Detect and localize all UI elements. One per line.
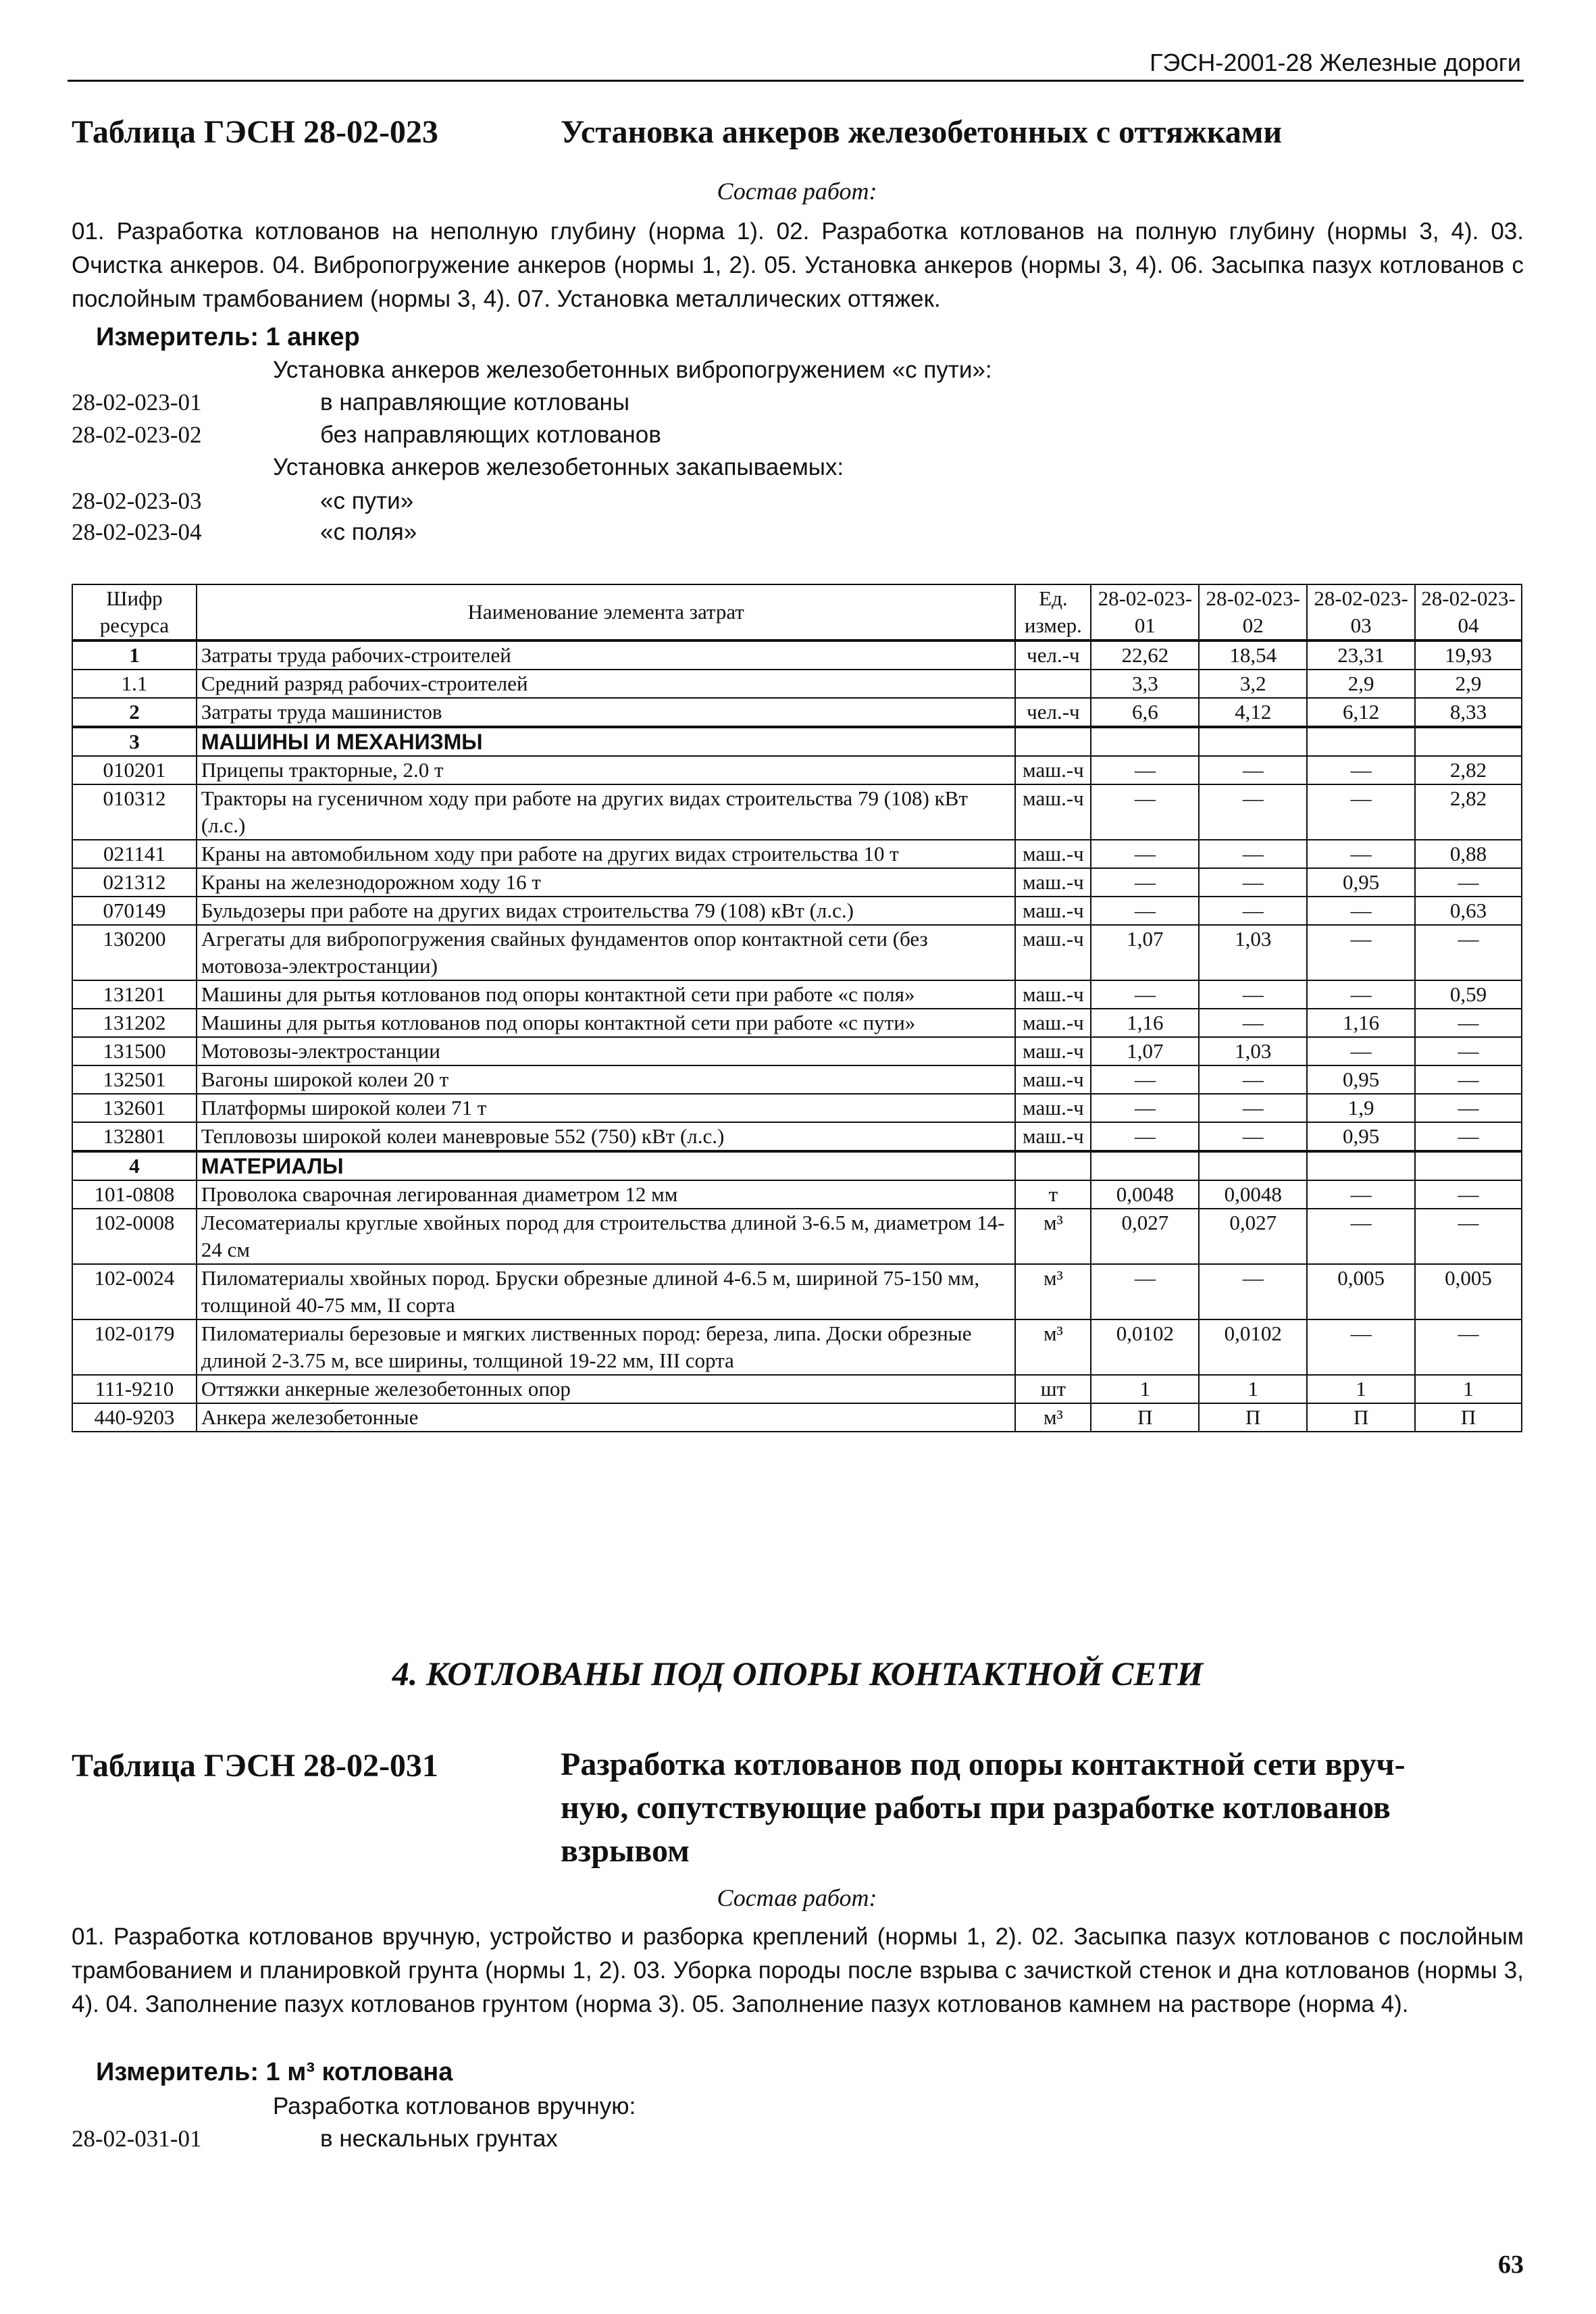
table-section-row [72, 1151, 1522, 1180]
value-cell: П [1307, 1403, 1415, 1432]
value-cell: — [1199, 1094, 1307, 1122]
resource-name-cell: Прицепы тракторные, 2.0 т [197, 756, 1016, 784]
norm-code: 28-02-023-01 [72, 389, 202, 416]
resource-name-cell: Платформы широкой колеи 71 т [197, 1094, 1016, 1122]
unit-cell: чел.-ч [1015, 640, 1091, 670]
unit-cell: м³ [1015, 1209, 1091, 1264]
value-cell: 1 [1199, 1375, 1307, 1403]
measure-unit: Измеритель: 1 м³ котлована [96, 2058, 453, 2086]
value-cell: — [1199, 1122, 1307, 1151]
value-cell: 0,88 [1415, 840, 1522, 868]
composition-text: 01. Разработка котлованов вручную, устройство и разборка креплений (нормы 1, 2). 02. Засыпка пазух котлованов с послойным трамбованием и планировкой грунта (нормы 1, 2). 03. Уборка породы после взрыва с зачисткой стенок и дна котлованов (нормы 3, 4). 04. Заполнение пазух котлованов грунтом (норма 3). 05. Заполнение пазух котлованов камнем на растворе (норма 4). [72, 1923, 1524, 2017]
value-cell [1091, 1151, 1199, 1180]
resource-code-cell: 101-0808 [72, 1180, 197, 1209]
value-cell: — [1091, 784, 1199, 840]
value-cell: 18,54 [1199, 640, 1307, 670]
table-row [72, 897, 1522, 925]
resource-name-cell: МАТЕРИАЛЫ [197, 1151, 1016, 1180]
value-cell: П [1415, 1403, 1522, 1432]
value-cell: 6,12 [1307, 698, 1415, 727]
table-row [72, 1209, 1522, 1264]
table-row [72, 1264, 1522, 1319]
table-row [72, 868, 1522, 897]
value-cell: 1,9 [1307, 1094, 1415, 1122]
value-cell: 0,0048 [1091, 1180, 1199, 1209]
table-row [72, 980, 1522, 1009]
value-cell: — [1415, 1319, 1522, 1375]
value-cell: 1,16 [1307, 1009, 1415, 1037]
header-code: Шифр ресурса [72, 584, 197, 640]
unit-cell: чел.-ч [1015, 698, 1091, 727]
value-cell: 0,0048 [1199, 1180, 1307, 1209]
unit-cell [1015, 670, 1091, 698]
value-cell [1199, 727, 1307, 756]
value-cell: — [1091, 840, 1199, 868]
table-row [72, 925, 1522, 980]
value-cell [1415, 727, 1522, 756]
header-name: Наименование элемента затрат [197, 584, 1016, 640]
value-cell: 2,9 [1415, 670, 1522, 698]
value-cell: — [1307, 897, 1415, 925]
unit-cell: маш.-ч [1015, 1009, 1091, 1037]
unit-cell: маш.-ч [1015, 1094, 1091, 1122]
value-cell: — [1415, 868, 1522, 897]
value-cell: — [1415, 925, 1522, 980]
resource-code-cell: 1.1 [72, 670, 197, 698]
value-cell: — [1307, 1319, 1415, 1375]
table-body [72, 640, 1522, 1432]
norm-text: в нескальных грунтах [320, 2126, 558, 2152]
resource-name-cell: Краны на железнодорожном ходу 16 т [197, 868, 1016, 897]
resource-table [72, 584, 1522, 1432]
resource-name-cell: Лесоматериалы круглые хвойных пород для строительства длиной 3-6.5 м, диаметром 14-24 см [197, 1209, 1016, 1264]
norm-group-heading: Установка анкеров железобетонных вибропогружением «с пути»: [273, 357, 992, 383]
unit-cell: маш.-ч [1015, 1037, 1091, 1065]
value-cell: — [1199, 897, 1307, 925]
value-cell: — [1307, 1180, 1415, 1209]
value-cell: — [1199, 980, 1307, 1009]
unit-cell: шт [1015, 1375, 1091, 1403]
table-label: Таблица ГЭСН 28-02-023 [72, 114, 438, 150]
value-cell: — [1199, 784, 1307, 840]
header-norm-col: 28-02-023-03 [1307, 584, 1415, 640]
resource-code-cell: 111-9210 [72, 1375, 197, 1403]
resource-name-cell: Анкера железобетонные [197, 1403, 1016, 1432]
table-row [72, 670, 1522, 698]
page-number: 63 [1498, 2250, 1524, 2279]
value-cell: — [1415, 1180, 1522, 1209]
value-cell: 2,82 [1415, 756, 1522, 784]
resource-code-cell: 131201 [72, 980, 197, 1009]
value-cell: — [1091, 1094, 1199, 1122]
value-cell: — [1199, 1009, 1307, 1037]
resource-name-cell: Проволока сварочная легированная диаметром 12 мм [197, 1180, 1016, 1209]
table-row [72, 756, 1522, 784]
unit-cell: маш.-ч [1015, 868, 1091, 897]
table-section-row [72, 727, 1522, 756]
resource-code-cell: 131202 [72, 1009, 197, 1037]
value-cell: — [1091, 868, 1199, 897]
value-cell: — [1307, 925, 1415, 980]
value-cell: 1,07 [1091, 925, 1199, 980]
resource-name-cell: Средний разряд рабочих-строителей [197, 670, 1016, 698]
value-cell: 0,95 [1307, 1122, 1415, 1151]
resource-code-cell: 102-0179 [72, 1319, 197, 1375]
value-cell: — [1307, 1037, 1415, 1065]
section-title: 4. КОТЛОВАНЫ ПОД ОПОРЫ КОНТАКТНОЙ СЕТИ [392, 1655, 1204, 1692]
value-cell: — [1091, 1065, 1199, 1094]
value-cell: 3,3 [1091, 670, 1199, 698]
value-cell: — [1307, 840, 1415, 868]
value-cell: — [1199, 840, 1307, 868]
resource-name-cell: Пиломатериалы березовые и мягких лиственных пород: береза, липа. Доски обрезные длиной 2-3.75 м, все ширины, толщиной 19-22 мм, III сорта [197, 1319, 1016, 1375]
unit-cell: м³ [1015, 1319, 1091, 1375]
norm-group-heading: Установка анкеров железобетонных закапываемых: [273, 454, 844, 480]
resource-code-cell: 132501 [72, 1065, 197, 1094]
unit-cell: т [1015, 1180, 1091, 1209]
value-cell: П [1199, 1403, 1307, 1432]
value-cell: — [1307, 756, 1415, 784]
unit-cell: маш.-ч [1015, 784, 1091, 840]
unit-cell: маш.-ч [1015, 980, 1091, 1009]
header-norm-col: 28-02-023-02 [1199, 584, 1307, 640]
value-cell: 0,95 [1307, 1065, 1415, 1094]
value-cell: 1,16 [1091, 1009, 1199, 1037]
resource-code-cell: 010201 [72, 756, 197, 784]
value-cell: — [1199, 1264, 1307, 1319]
table-title: Установка анкеров железобетонных с оттяжками [561, 114, 1283, 150]
header-norm-col: 28-02-023-01 [1091, 584, 1199, 640]
resource-code-cell: 021312 [72, 868, 197, 897]
value-cell: 4,12 [1199, 698, 1307, 727]
value-cell: 2,9 [1307, 670, 1415, 698]
value-cell: — [1091, 1122, 1199, 1151]
value-cell: 1,07 [1091, 1037, 1199, 1065]
table-title [561, 1743, 1526, 1873]
value-cell [1307, 727, 1415, 756]
resource-code-cell: 3 [72, 727, 197, 756]
norm-text: «с поля» [320, 519, 417, 545]
value-cell: 23,31 [1307, 640, 1415, 670]
value-cell: 1,03 [1199, 925, 1307, 980]
table-title-line: Разработка котлованов под опоры контактной сети вруч- [561, 1746, 1406, 1782]
unit-cell: маш.-ч [1015, 756, 1091, 784]
unit-cell: маш.-ч [1015, 840, 1091, 868]
unit-cell: м³ [1015, 1403, 1091, 1432]
value-cell: 8,33 [1415, 698, 1522, 727]
resource-name-cell: Бульдозеры при работе на других видах строительства 79 (108) кВт (л.с.) [197, 897, 1016, 925]
table-row [72, 1094, 1522, 1122]
value-cell: — [1199, 1065, 1307, 1094]
value-cell [1091, 727, 1199, 756]
value-cell: 0,0102 [1199, 1319, 1307, 1375]
value-cell: — [1307, 1209, 1415, 1264]
value-cell: — [1415, 1037, 1522, 1065]
unit-cell: маш.-ч [1015, 1065, 1091, 1094]
unit-cell: маш.-ч [1015, 897, 1091, 925]
value-cell: — [1091, 980, 1199, 1009]
running-header: ГЭСН-2001-28 Железные дороги [1150, 49, 1521, 76]
norm-code: 28-02-023-02 [72, 422, 202, 448]
unit-cell [1015, 1151, 1091, 1180]
table-row [72, 1375, 1522, 1403]
value-cell: — [1091, 897, 1199, 925]
header-norm-col: 28-02-023-04 [1415, 584, 1522, 640]
norm-code: 28-02-023-03 [72, 488, 202, 514]
norm-group-heading: Разработка котлованов вручную: [273, 2093, 636, 2119]
value-cell: 1 [1307, 1375, 1415, 1403]
table-row [72, 840, 1522, 868]
value-cell: — [1091, 1264, 1199, 1319]
value-cell: 0,027 [1091, 1209, 1199, 1264]
norm-code: 28-02-023-04 [72, 519, 202, 545]
value-cell: 0,95 [1307, 868, 1415, 897]
unit-cell: м³ [1015, 1264, 1091, 1319]
resource-name-cell: Тракторы на гусеничном ходу при работе на других видах строительства 79 (108) кВт (л.с.) [197, 784, 1016, 840]
table-header-row [72, 584, 1522, 640]
value-cell: — [1415, 1122, 1522, 1151]
resource-name-cell: МАШИНЫ И МЕХАНИЗМЫ [197, 727, 1016, 756]
value-cell: — [1091, 756, 1199, 784]
table-row [72, 640, 1522, 670]
resource-code-cell: 070149 [72, 897, 197, 925]
resource-name-cell: Машины для рытья котлованов под опоры контактной сети при работе «с поля» [197, 980, 1016, 1009]
resource-name-cell: Мотовозы-электростанции [197, 1037, 1016, 1065]
resource-code-cell: 440-9203 [72, 1403, 197, 1432]
table-row [72, 1180, 1522, 1209]
value-cell: 6,6 [1091, 698, 1199, 727]
resource-name-cell: Вагоны широкой колеи 20 т [197, 1065, 1016, 1094]
resource-code-cell: 132801 [72, 1122, 197, 1151]
table-label: Таблица ГЭСН 28-02-031 [72, 1748, 438, 1784]
value-cell: 0,027 [1199, 1209, 1307, 1264]
unit-cell: маш.-ч [1015, 1122, 1091, 1151]
value-cell: — [1415, 1094, 1522, 1122]
unit-cell [1015, 727, 1091, 756]
value-cell: 0,0102 [1091, 1319, 1199, 1375]
resource-code-cell: 4 [72, 1151, 197, 1180]
resource-code-cell: 1 [72, 640, 197, 670]
resource-name-cell: Пиломатериалы хвойных пород. Бруски обрезные длиной 4-6.5 м, шириной 75-150 мм, толщиной 40-75 мм, II сорта [197, 1264, 1016, 1319]
resource-code-cell: 131500 [72, 1037, 197, 1065]
unit-cell: маш.-ч [1015, 925, 1091, 980]
table-row [72, 1065, 1522, 1094]
header-rule [68, 80, 1524, 82]
value-cell [1307, 1151, 1415, 1180]
resource-name-cell: Затраты труда машинистов [197, 698, 1016, 727]
measure-unit: Измеритель: 1 анкер [96, 323, 360, 351]
value-cell: П [1091, 1403, 1199, 1432]
table-title-line: ную, сопутствующие работы при разработке котлованов [561, 1790, 1391, 1826]
table-title-line: взрывом [561, 1833, 690, 1869]
value-cell: — [1415, 1209, 1522, 1264]
composition-text: 01. Разработка котлованов на неполную глубину (норма 1). 02. Разработка котлованов на полную глубину (нормы 3, 4). 03. Очистка анкеров. 04. Вибропогружение анкеров (нормы 1, 2). 05. Установка анкеров (нормы 3, 4). 06. Засыпка пазух котлованов с послойным трамбованием (нормы 3, 4). 07. Установка металлических оттяжек. [72, 218, 1524, 312]
value-cell: — [1415, 1009, 1522, 1037]
value-cell: 2,82 [1415, 784, 1522, 840]
resource-code-cell: 132601 [72, 1094, 197, 1122]
value-cell: 1 [1415, 1375, 1522, 1403]
value-cell: 0,59 [1415, 980, 1522, 1009]
resource-name-cell: Машины для рытья котлованов под опоры контактной сети при работе «с пути» [197, 1009, 1016, 1037]
table-row [72, 1403, 1522, 1432]
value-cell: — [1199, 756, 1307, 784]
table-row [72, 698, 1522, 727]
value-cell: — [1307, 784, 1415, 840]
value-cell: 0,63 [1415, 897, 1522, 925]
value-cell [1415, 1151, 1522, 1180]
table-row [72, 784, 1522, 840]
value-cell: 22,62 [1091, 640, 1199, 670]
value-cell: — [1415, 1065, 1522, 1094]
resource-code-cell: 010312 [72, 784, 197, 840]
table-row [72, 1122, 1522, 1151]
resource-code-cell: 102-0024 [72, 1264, 197, 1319]
norm-text: без направляющих котлованов [320, 422, 661, 448]
resource-name-cell: Агрегаты для вибропогружения свайных фундаментов опор контактной сети (без мотовоза-электростанции) [197, 925, 1016, 980]
table-row [72, 1319, 1522, 1375]
composition-heading: Состав работ: [717, 1884, 877, 1911]
resource-name-cell: Тепловозы широкой колеи маневровые 552 (750) кВт (л.с.) [197, 1122, 1016, 1151]
value-cell [1199, 1151, 1307, 1180]
norm-text: в направляющие котлованы [320, 389, 630, 416]
resource-name-cell: Краны на автомобильном ходу при работе на других видах строительства 10 т [197, 840, 1016, 868]
resource-code-cell: 102-0008 [72, 1209, 197, 1264]
header-unit: Ед. измер. [1015, 584, 1091, 640]
value-cell: 0,005 [1307, 1264, 1415, 1319]
norm-code: 28-02-031-01 [72, 2126, 202, 2152]
resource-code-cell: 130200 [72, 925, 197, 980]
table-row [72, 1009, 1522, 1037]
value-cell: 1,03 [1199, 1037, 1307, 1065]
value-cell: — [1199, 868, 1307, 897]
value-cell: 1 [1091, 1375, 1199, 1403]
value-cell: 3,2 [1199, 670, 1307, 698]
table-row [72, 1037, 1522, 1065]
resource-name-cell: Затраты труда рабочих-строителей [197, 640, 1016, 670]
value-cell: 19,93 [1415, 640, 1522, 670]
composition-heading: Состав работ: [717, 178, 877, 205]
resource-code-cell: 021141 [72, 840, 197, 868]
value-cell: — [1307, 980, 1415, 1009]
resource-code-cell: 2 [72, 698, 197, 727]
norm-text: «с пути» [320, 488, 414, 514]
resource-name-cell: Оттяжки анкерные железобетонных опор [197, 1375, 1016, 1403]
value-cell: 0,005 [1415, 1264, 1522, 1319]
